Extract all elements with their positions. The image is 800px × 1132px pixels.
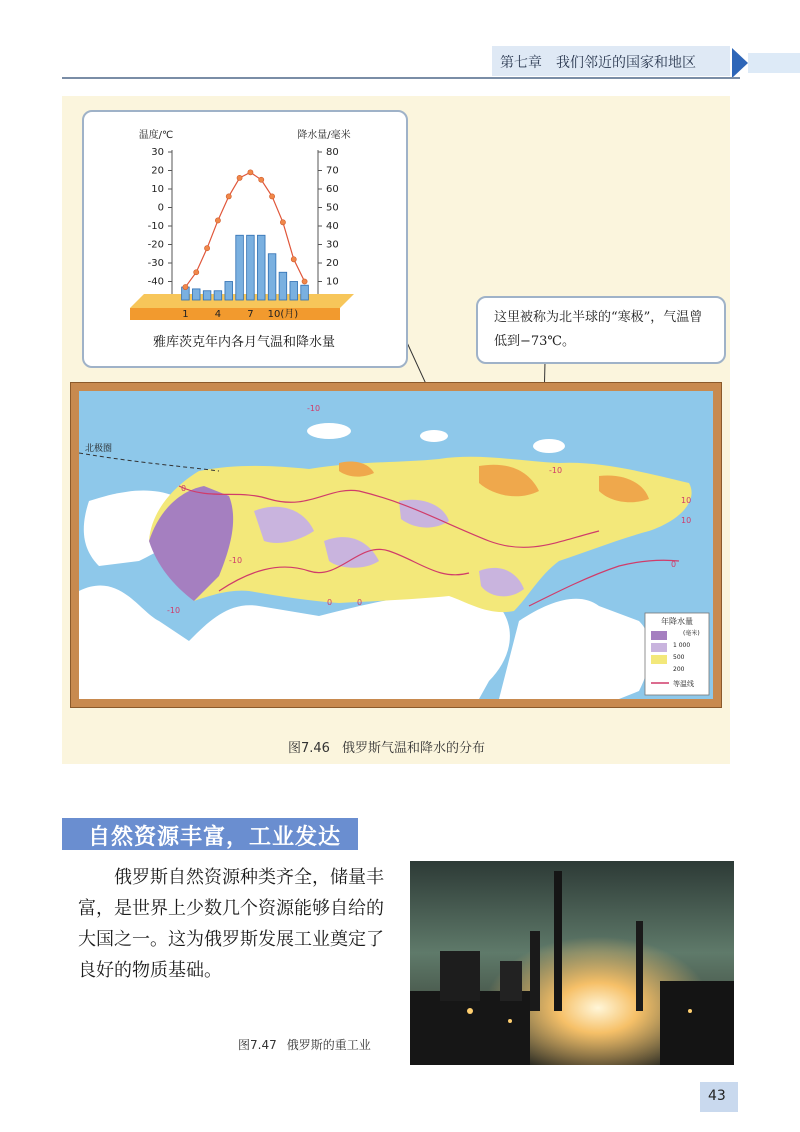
temperature-point	[183, 284, 188, 289]
precipitation-bar	[214, 291, 222, 300]
temperature-tick-label: 20	[151, 165, 164, 177]
precipitation-tick-label: 10	[326, 276, 339, 288]
isotherm-label: -10	[549, 466, 563, 475]
temperature-tick-label: 0	[157, 202, 164, 214]
temperature-point	[194, 270, 199, 275]
island-new-siberian	[533, 439, 565, 453]
legend-swatch-200	[651, 655, 667, 664]
legend-title: 年降水量	[661, 617, 693, 626]
temperature-tick-label: 30	[151, 147, 164, 158]
isotherm-label: -10	[167, 606, 181, 615]
precipitation-bar	[192, 289, 200, 300]
island-severnaya-zemlya	[420, 430, 448, 442]
legend-label-500: 500	[673, 654, 685, 661]
legend-isotherm-label: 等温线	[673, 680, 694, 688]
temperature-point	[226, 194, 231, 199]
precipitation-bar	[290, 282, 298, 301]
page-number: 43	[708, 1088, 726, 1104]
isotherm-label: 10	[681, 496, 692, 505]
month-tick-label: 4	[214, 309, 222, 320]
chapter-title: 我们邻近的国家和地区	[556, 55, 696, 71]
figure-7-46-caption	[288, 737, 485, 756]
climate-chart	[84, 112, 406, 366]
precipitation-tick-label: 70	[326, 165, 339, 177]
temperature-tick-label: -20	[147, 239, 164, 251]
russia-map	[79, 391, 713, 699]
temperature-point	[215, 218, 220, 223]
isotherm-label: 0	[357, 598, 363, 607]
precipitation-bar	[225, 282, 233, 301]
legend-swatch-500	[651, 643, 667, 652]
precipitation-bar	[279, 272, 287, 300]
section-title: 自然资源丰富，工业发达	[88, 825, 342, 850]
island-novaya-zemlya	[307, 423, 351, 439]
photo-figure-text: 俄罗斯的重工业	[286, 1038, 371, 1052]
callout-text: 这里被称为北半球的“寒极”，气温曾低到−73℃。	[494, 310, 703, 349]
precipitation-tick-label: 30	[326, 239, 339, 251]
climate-chart-box	[82, 110, 408, 368]
arctic-circle-line	[79, 453, 219, 471]
isotherm-label: -10	[229, 556, 243, 565]
precipitation-tick-label: 40	[326, 221, 339, 232]
isotherm-label: 10	[681, 516, 692, 525]
russia-map-svg	[79, 391, 713, 699]
temperature-point	[302, 279, 307, 284]
temperature-tick-label: -40	[147, 276, 164, 288]
month-tick-label: 10(月)	[267, 309, 299, 320]
temperature-point	[269, 194, 274, 199]
isotherm-label: 0	[327, 598, 333, 607]
climate-chart-caption: 雅库茨克年内各月气温和降水量	[152, 335, 336, 350]
precipitation-bar	[257, 235, 265, 300]
temperature-point	[237, 175, 242, 180]
figure-text: 俄罗斯气温和降水的分布	[341, 741, 485, 756]
isotherm-label: 0	[181, 484, 187, 493]
temperature-tick-label: -30	[147, 258, 164, 269]
temperature-point	[248, 170, 253, 175]
precipitation-bar	[236, 235, 244, 300]
precipitation-tick-label: 50	[326, 202, 339, 214]
precipitation-axis-title: 降水量/毫米	[297, 130, 351, 141]
temperature-point	[280, 220, 285, 225]
precipitation-bar	[301, 285, 309, 300]
isotherm-label: 0	[671, 560, 677, 569]
legend-label-200: 200	[673, 666, 685, 673]
cold-pole-callout	[476, 296, 726, 364]
month-tick-label: 1	[182, 309, 189, 320]
precipitation-tick-label: 60	[326, 184, 339, 195]
precipitation-bar	[247, 235, 255, 300]
temperature-tick-label: 10	[151, 184, 164, 195]
precipitation-bar	[203, 291, 211, 300]
precipitation-tick-label: 80	[326, 147, 339, 158]
temperature-line	[185, 172, 304, 287]
figure-7-47-caption	[238, 1036, 371, 1053]
legend-label-1000: 1 000	[673, 642, 691, 649]
precipitation-tick-label: 20	[326, 258, 339, 269]
land-east	[499, 599, 651, 699]
arctic-circle-label: 北极圈	[85, 444, 113, 454]
temperature-point	[204, 246, 209, 251]
photo-figure-number: 图7.47	[238, 1038, 277, 1052]
legend-swatch-1000	[651, 631, 667, 640]
month-tick-label: 7	[247, 309, 254, 320]
map-legend	[645, 613, 709, 695]
temperature-point	[259, 177, 264, 182]
temperature-axis-title: 温度/℃	[138, 130, 174, 141]
isotherm-label: -10	[307, 404, 321, 413]
body-paragraph: 俄罗斯自然资源种类齐全，储量丰富，是世界上少数几个资源能够自给的大国之一。这为俄罗斯发展工业奠定了良好的物质基础。	[78, 867, 384, 981]
heavy-industry-photo	[410, 861, 734, 1065]
industry-photo-illustration	[410, 861, 734, 1065]
chapter-number: 第七章	[500, 55, 542, 71]
russia-map-frame	[70, 382, 722, 708]
legend-unit: (毫米)	[683, 630, 700, 637]
temperature-point	[291, 257, 296, 262]
chart-base-front	[130, 308, 340, 320]
temperature-tick-label: -10	[147, 221, 164, 232]
land-south	[79, 585, 510, 699]
precipitation-bar	[268, 254, 276, 300]
figure-number: 图7.46	[288, 741, 330, 756]
